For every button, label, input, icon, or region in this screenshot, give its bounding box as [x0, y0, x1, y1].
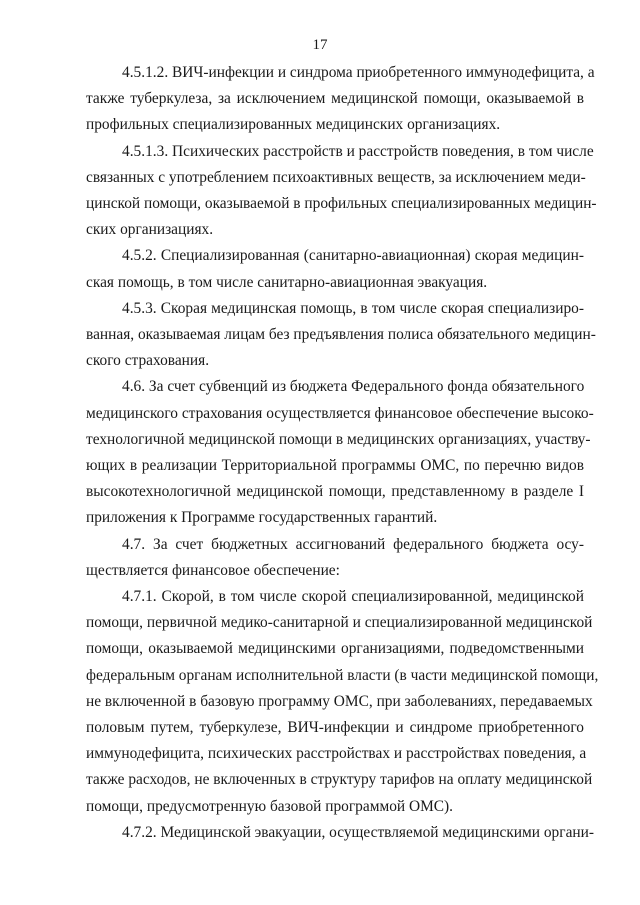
text-line: 4.7.1. Скорой, в том числе скорой специализированной, медицинской	[122, 588, 584, 605]
page-number: 17	[312, 37, 328, 53]
text-line: 4.6. За счет субвенций из бюджета Федерального фонда обязательного	[122, 378, 585, 396]
text-line: помощи, оказываемой медицинскими организациями, подведомственными	[86, 640, 584, 658]
text-line: ванная, оказываемая лицам без предъявления полиса обязательного медицин-	[86, 326, 596, 343]
text-line: 4.7.2. Медицинской эвакуации, осуществляемой медицинскими органи-	[122, 823, 594, 841]
text-line: 4.5.2. Специализированная (санитарно-авиационная) скорая медицин-	[122, 247, 584, 265]
text-line: 4.5.3. Скорая медицинская помощь, в том числе скорая специализиро-	[122, 299, 584, 317]
text-line: также расходов, не включенных в структуру тарифов на оплату медицинской	[86, 771, 593, 789]
text-line: помощи, первичной медико-санитарной и специализированной медицинской	[86, 614, 593, 632]
text-line: медицинского страхования осуществляется финансовое обеспечение высоко-	[86, 404, 594, 422]
text-line: ского страхования.	[86, 352, 210, 370]
text-line: 4.5.1.3. Психических расстройств и расстройств поведения, в том числе	[122, 142, 594, 160]
text-line: приложения к Программе государственных гарантий.	[86, 509, 438, 527]
text-line: федеральным органам исполнительной власти (в части медицинской помощи,	[86, 666, 599, 684]
text-line: половым путем, туберкулезе, ВИЧ-инфекции и синдроме приобретенного	[86, 719, 584, 736]
text-line: связанных с употреблением психоактивных веществ, за исключением меди-	[86, 168, 586, 186]
text-line: ская помощь, в том числе санитарно-авиационная эвакуация.	[86, 273, 488, 291]
text-line: ющих в реализации Территориальной программы ОМС, по перечню видов	[86, 457, 584, 474]
text-line: технологичной медицинской помощи в медицинских организациях, участву-	[86, 430, 591, 448]
text-line: ских организациях.	[86, 221, 214, 239]
text-line: иммунодефицита, психических расстройствах и расстройствах поведения, а	[86, 745, 587, 763]
text-line: не включенной в базовую программу ОМС, при заболеваниях, передаваемых	[86, 692, 593, 710]
text-line: также туберкулеза, за исключением медицинской помощи, оказываемой в	[86, 90, 584, 108]
text-line: высокотехнологичной медицинской помощи, представленному в разделе I	[86, 483, 584, 501]
text-line: цинской помощи, оказываемой в профильных специализированных медицин-	[86, 195, 597, 212]
text-line: профильных специализированных медицинских организациях.	[86, 116, 501, 134]
text-line: помощи, предусмотренную базовой программой ОМС).	[86, 797, 454, 815]
text-line: ществляется финансовое обеспечение:	[86, 561, 340, 579]
text-line: 4.7. За счет бюджетных ассигнований федерального бюджета осу-	[122, 535, 584, 553]
text-line: 4.5.1.2. ВИЧ-инфекции и синдрома приобретенного иммунодефицита, а	[122, 64, 595, 81]
